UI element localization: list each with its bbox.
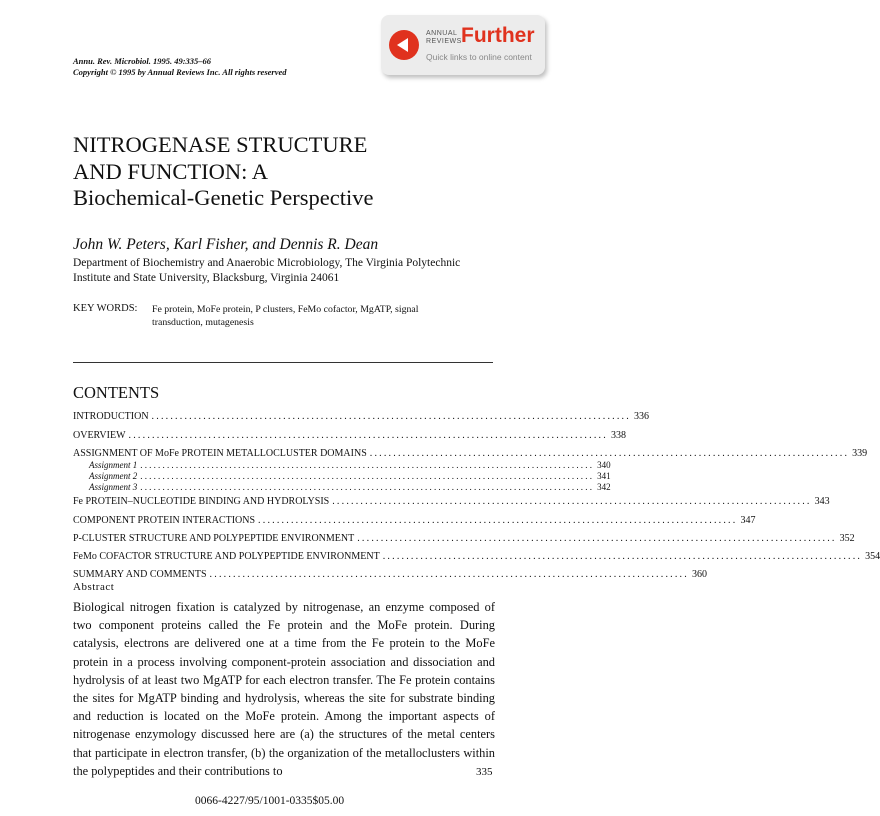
article-title bbox=[73, 132, 374, 212]
title-line-1: NITROGENASE STRUCTURE bbox=[73, 132, 368, 157]
keywords-line-1: Fe protein, MoFe protein, P clusters, FeMo cofactor, MgATP, signal bbox=[152, 304, 419, 315]
toc-page: 352 bbox=[839, 533, 855, 544]
toc-leader: ...................................................................................................... bbox=[357, 533, 837, 544]
page-number: 335 bbox=[476, 766, 493, 778]
badge-tagline: Quick links to online content bbox=[426, 52, 532, 62]
copyright-line: Copyright © 1995 by Annual Reviews Inc. All rights reserved bbox=[73, 67, 287, 77]
toc-leader: ...................................................................................................... bbox=[369, 448, 850, 459]
toc-leader: ...................................................................................................... bbox=[140, 471, 595, 481]
toc-leader: ...................................................................................................... bbox=[128, 430, 608, 441]
toc-page: 338 bbox=[610, 430, 626, 441]
toc-entry-femo-cofactor[interactable] bbox=[73, 550, 880, 562]
contents-heading: CONTENTS bbox=[73, 383, 160, 402]
back-arrow-icon bbox=[389, 30, 419, 60]
abstract-heading: Abstract bbox=[73, 581, 115, 593]
toc-entry-component-protein[interactable] bbox=[73, 514, 756, 526]
toc-leader: ...................................................................................................... bbox=[140, 482, 595, 492]
footer-code: 0066-4227/95/1001-0335$05.00 bbox=[195, 795, 345, 807]
affiliation-line-2: Institute and State University, Blacksburg, Virginia 24061 bbox=[73, 272, 340, 284]
toc-label: Assignment 1 bbox=[89, 460, 138, 470]
toc-label: Assignment 2 bbox=[89, 471, 138, 481]
toc-leader: ...................................................................................................... bbox=[258, 515, 738, 526]
annual-reviews-further-badge[interactable] bbox=[381, 15, 545, 75]
toc-page: 354 bbox=[865, 551, 880, 562]
affiliation bbox=[73, 256, 513, 286]
toc-leader: ...................................................................................................... bbox=[140, 460, 595, 470]
toc-page: 336 bbox=[633, 411, 649, 422]
keywords-line-2: transduction, mutagenesis bbox=[152, 317, 254, 328]
toc-label: OVERVIEW bbox=[73, 430, 126, 441]
toc-leader: ...................................................................................................... bbox=[209, 569, 689, 580]
toc-label: COMPONENT PROTEIN INTERACTIONS bbox=[73, 515, 256, 526]
toc-entry-fe-protein[interactable] bbox=[73, 495, 830, 507]
journal-citation: Annu. Rev. Microbiol. 1995. 49:335–66 bbox=[73, 56, 212, 66]
toc-label: INTRODUCTION bbox=[73, 411, 149, 422]
toc-entry-introduction[interactable] bbox=[73, 410, 649, 422]
abstract-text: Biological nitrogen fixation is catalyzed by nitrogenase, an enzyme composed of two component proteins called the Fe protein and the MoFe protein. During catalysis, electrons are delivered one at a time from the Fe protein to the MoFe protein in a process involving component-protein association and dissociation and hydrolysis of at least two MgATP for each electron transfer. The Fe protein contains the sites for MgATP binding and hydrolysis, whereas the site for substrate binding and reduction is located on the MoFe protein. Among the important aspects of nitrogenase enzymology discussed here are (a) the structures of the metal centers that participate in electron transfer, (b) the organization of the metalloclusters within the polypeptides and their contributions to bbox=[73, 600, 495, 778]
badge-brand: Further bbox=[461, 24, 535, 47]
toc-label: FeMo COFACTOR STRUCTURE AND POLYPEPTIDE ENVIRONMENT bbox=[73, 551, 380, 562]
toc-label: ASSIGNMENT OF MoFe PROTEIN METALLOCLUSTER DOMAINS bbox=[73, 448, 367, 459]
badge-publisher-label bbox=[426, 30, 462, 46]
affiliation-line-1: Department of Biochemistry and Anaerobic Microbiology, The Virginia Polytechnic bbox=[73, 257, 461, 269]
title-line-2: AND FUNCTION: A bbox=[73, 158, 269, 184]
badge-small-line2: REVIEWS bbox=[426, 38, 462, 45]
toc-page: 347 bbox=[740, 515, 756, 526]
keywords-label: KEY WORDS: bbox=[73, 303, 138, 314]
toc-entry-overview[interactable] bbox=[73, 429, 626, 441]
journal-citation-block bbox=[73, 56, 287, 78]
toc-entry-assignment-3[interactable] bbox=[73, 480, 611, 492]
toc-leader: ...................................................................................................... bbox=[332, 496, 812, 507]
authors: John W. Peters, Karl Fisher, and Dennis R. Dean bbox=[73, 236, 379, 253]
toc-label: Assignment 3 bbox=[89, 482, 138, 492]
toc-page: 341 bbox=[597, 471, 611, 481]
badge-small-line1: ANNUAL bbox=[426, 30, 458, 37]
toc-leader: ...................................................................................................... bbox=[382, 551, 863, 562]
title-line-3: Biochemical-Genetic Perspective bbox=[73, 185, 374, 210]
toc-page: 340 bbox=[597, 460, 611, 470]
toc-page: 342 bbox=[597, 482, 611, 492]
toc-entry-p-cluster[interactable] bbox=[73, 532, 855, 544]
toc-page: 343 bbox=[814, 496, 830, 507]
toc-page: 360 bbox=[691, 569, 707, 580]
section-divider bbox=[73, 362, 493, 363]
toc-entry-summary[interactable] bbox=[73, 568, 707, 580]
toc-label: P-CLUSTER STRUCTURE AND POLYPEPTIDE ENVIRONMENT bbox=[73, 533, 355, 544]
toc-leader: ...................................................................................................... bbox=[151, 411, 631, 422]
toc-page: 339 bbox=[852, 448, 868, 459]
keywords-list bbox=[152, 303, 492, 329]
toc-label: Fe PROTEIN–NUCLEOTIDE BINDING AND HYDROLYSIS bbox=[73, 496, 330, 507]
toc-label: SUMMARY AND COMMENTS bbox=[73, 569, 207, 580]
